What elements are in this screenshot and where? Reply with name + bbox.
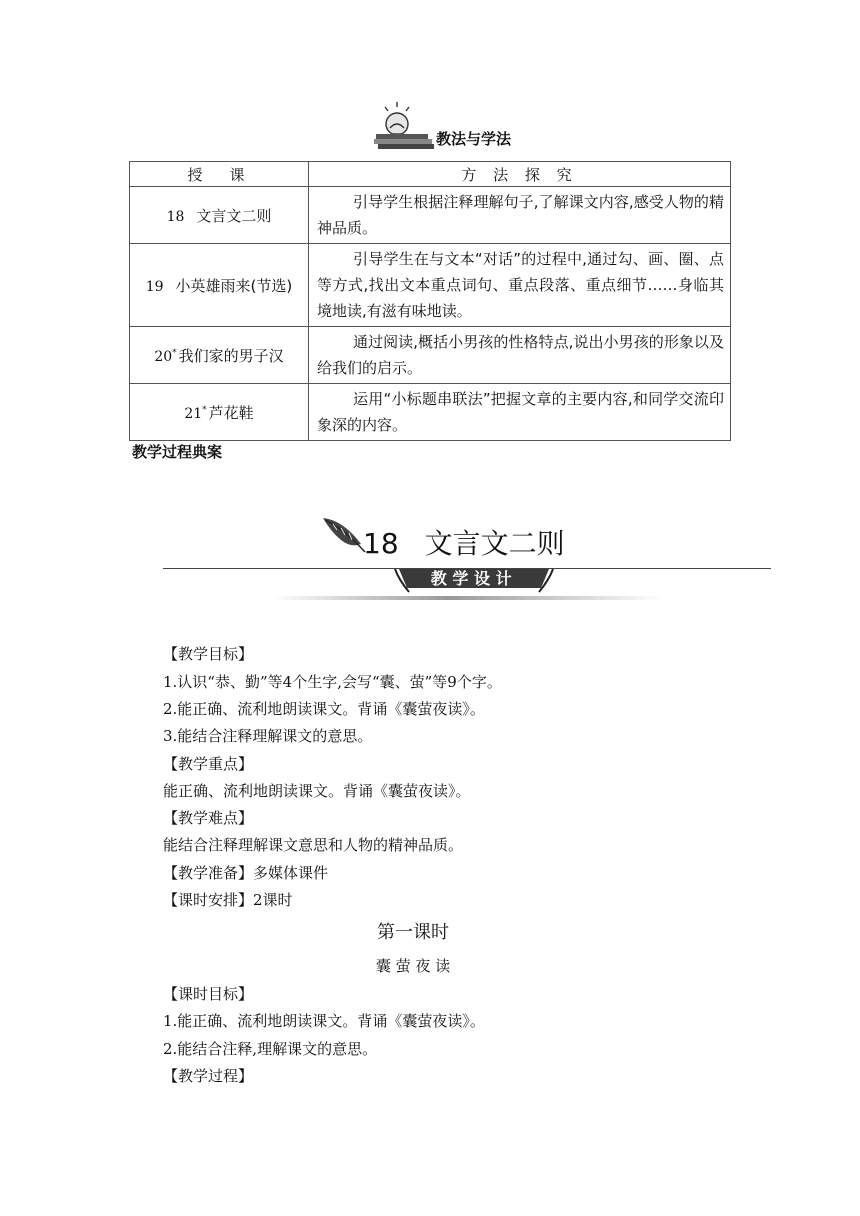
method-cell: 运用“小标题串联法”把握文章的主要内容,和同学交流印象深的内容。: [309, 384, 731, 441]
table-row: [130, 327, 731, 384]
table-row: [130, 187, 731, 244]
process-label: 【教学过程】: [163, 1067, 254, 1085]
difficulty-label: 【教学难点】: [163, 809, 254, 827]
first-lesson-heading: 第一课时: [377, 922, 449, 943]
lesson-title: [363, 522, 565, 562]
teaching-methods-table: [129, 161, 731, 441]
table-row: [130, 244, 731, 327]
difficulty-text: 能结合注释理解课文意思和人物的精神品质。: [163, 836, 464, 854]
lesson-number: 21: [184, 405, 203, 422]
lesson-title: 我们家的男子汉: [178, 346, 284, 365]
header-method: 方 法 探 究: [309, 162, 731, 187]
header-lesson: 授 课: [130, 162, 309, 187]
optional-mark: *: [202, 404, 207, 415]
lesson-title: 文言文二则: [196, 206, 272, 225]
teaching-design-tag: 教学设计: [430, 569, 518, 588]
table-row: [130, 384, 731, 441]
process-heading: 教学过程典案: [132, 443, 223, 461]
lesson-name: 文言文二则: [424, 527, 565, 560]
methods-section-title: 教法与学法: [436, 130, 512, 148]
method-cell: 引导学生在与文本“对话”的过程中,通过勾、画、圈、点等方式,找出文本重点词句、重点段落、重点细节……身临其境地读,有滋有味地读。: [309, 244, 731, 327]
method-cell: 通过阅读,概括小男孩的性格特点,说出小男孩的形象以及给我们的启示。: [309, 327, 731, 384]
lesson-number: 19: [145, 278, 164, 295]
lesson-goal-item: 2.能结合注释,理解课文的意思。: [163, 1040, 378, 1058]
lesson-goal-label: 【课时目标】: [163, 985, 254, 1003]
goal-item: 3.能结合注释理解课文的意思。: [163, 727, 373, 745]
first-lesson-subheading: 囊 萤 夜 读: [375, 957, 451, 975]
lesson-number: 18: [166, 208, 185, 225]
key-text: 能正确、流利地朗读课文。背诵《囊萤夜读》。: [163, 782, 471, 800]
lesson-cell: [130, 187, 309, 244]
methods-section-header: [370, 98, 570, 150]
goal-item: 2.能正确、流利地朗读课文。背诵《囊萤夜读》。: [163, 700, 485, 718]
goal-item: 1.认识“恭、勤”等4个生字,会写“囊、萤”等9个字。: [163, 673, 502, 691]
lesson-cell: [130, 327, 309, 384]
lesson-title: 小英雄雨来(节选): [175, 276, 293, 295]
feather-quill-icon: [321, 514, 369, 554]
lesson-banner: [163, 512, 771, 608]
lightbulb-books-icon: [370, 98, 440, 150]
lesson-number: 20: [154, 348, 173, 365]
key-label: 【教学重点】: [163, 755, 254, 773]
lesson-cell: [130, 384, 309, 441]
lesson-number: 18: [363, 527, 399, 560]
lesson-title: 芦花鞋: [208, 403, 254, 422]
lesson-goal-item: 1.能正确、流利地朗读课文。背诵《囊萤夜读》。: [163, 1012, 485, 1030]
optional-mark: *: [172, 347, 177, 358]
lesson-cell: [130, 244, 309, 327]
schedule-text: 【课时安排】2课时: [163, 891, 293, 909]
goal-label: 【教学目标】: [163, 645, 254, 663]
table-header-row: [130, 162, 731, 187]
method-cell: 引导学生根据注释理解句子,了解课文内容,感受人物的精神品质。: [309, 187, 731, 244]
prep-text: 【教学准备】多媒体课件: [163, 864, 329, 882]
